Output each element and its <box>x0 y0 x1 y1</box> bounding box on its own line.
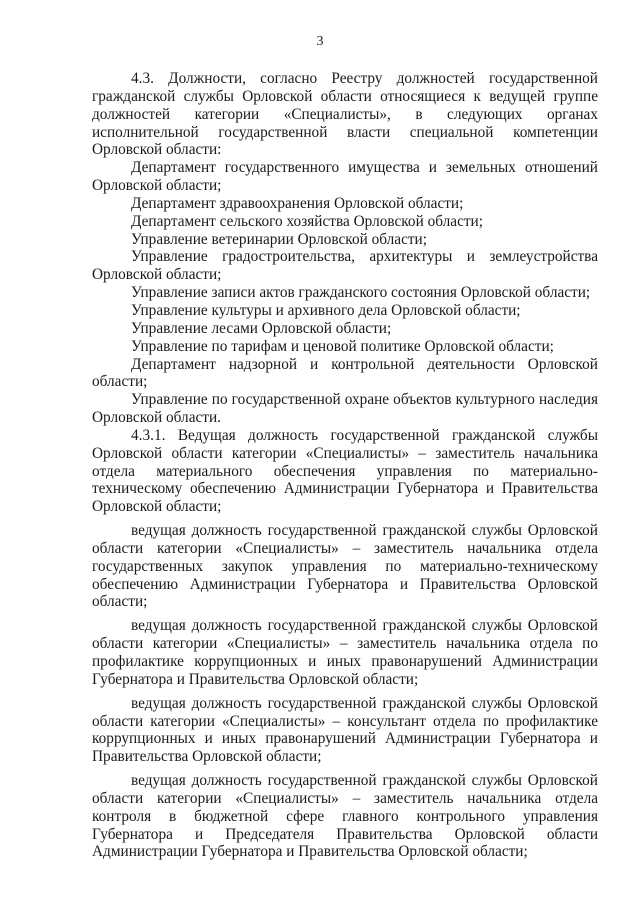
list-item-forestry-office: Управление лесами Орловской области; <box>131 319 392 337</box>
list-item-veterinary-office: Управление ветеринарии Орловской области; <box>131 230 427 248</box>
page-number: 3 <box>316 34 324 49</box>
position-budget-control-deputy: ведущая должность государственной гражданской службы Орловской области категории «Специалисты» – заместитель начальника отдела контроля в бюджетной сфере главного контрольного управления Губернатора и Председателя Правительства Орловской области Администрации Губернатора и Правительства Орловской области; <box>92 772 598 861</box>
list-item-civil-registry-office: Управление записи актов гражданского состояния Орловской области; <box>131 284 591 302</box>
list-item-supervision-department: Департамент надзорной и контрольной деятельности Орловской области; <box>92 355 598 391</box>
list-item-urban-planning-office: Управление градостроительства, архитектуры и землеустройства Орловской области; <box>92 248 598 284</box>
position-anticorruption-deputy: ведущая должность государственной гражданской службы Орловской области категории «Специалисты» – заместитель начальника отдела по профилактике коррупционных и иных правонарушений Администрации Губернатора и Правительства Орловской области; <box>92 617 598 688</box>
list-item-culture-archives-office: Управление культуры и архивного дела Орловской области; <box>131 301 521 319</box>
position-anticorruption-consultant: ведущая должность государственной гражданской службы Орловской области категории «Специалисты» – консультант отдела по профилактике коррупционных и иных правонарушений Администрации Губернатора и Правительства Орловской области; <box>92 694 598 766</box>
list-item-health-department: Департамент здравоохранения Орловской области; <box>131 194 464 212</box>
section-4-3-intro: 4.3. Должности, согласно Реестру должностей государственной гражданской службы Орловской области относящиеся к ведущей группе должностей категории «Специалисты», в следующих органах исполнительной государственной власти специальной компетенции Орловской области: <box>92 70 598 159</box>
list-item-property-department: Департамент государственного имущества и земельных отношений Орловской области; <box>92 159 598 195</box>
document-body <box>92 70 598 861</box>
list-item-heritage-protection-office: Управление по государственной охране объектов культурного наследия Орловской области. <box>92 391 598 427</box>
section-4-3-1-position: 4.3.1. Ведущая должность государственной гражданской службы Орловской области категории «Специалисты» – заместитель начальника отдела материального обеспечения управления по материально-техническому обеспечению Администрации Губернатора и Правительства Орловской области; <box>92 426 598 516</box>
list-item-tariff-office: Управление по тарифам и ценовой политике Орловской области; <box>131 337 554 355</box>
list-item-agriculture-department: Департамент сельского хозяйства Орловской области; <box>131 212 483 230</box>
position-procurement-deputy: ведущая должность государственной гражданской службы Орловской области категории «Специалисты» – заместитель начальника отдела государственных закупок управления по материально-техническому обеспечению Администрации Губернатора и Правительства Орловской области; <box>92 522 598 611</box>
